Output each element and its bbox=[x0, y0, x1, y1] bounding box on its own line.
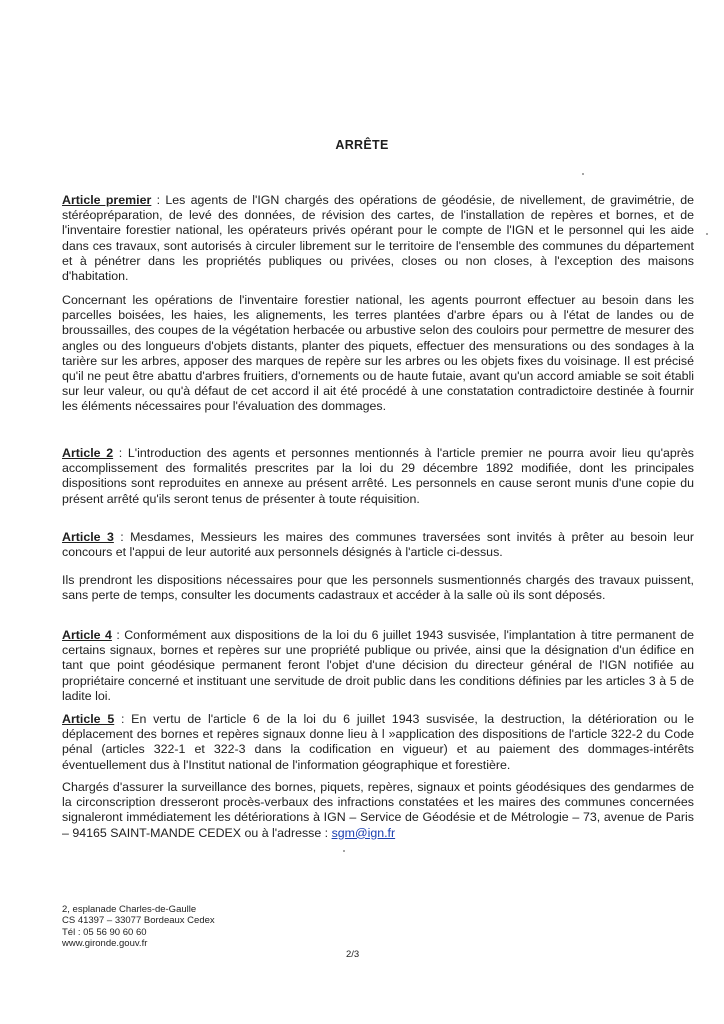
footer-line: 2, esplanade Charles-de-Gaulle bbox=[62, 904, 197, 915]
footer-line: CS 41397 – 33077 Bordeaux Cedex bbox=[62, 915, 215, 927]
article-text: : L'introduction des agents et personnes mentionnés à l'article premier ne pourra avoir lieu qu'après accomplissement des formalités prescrites par la loi du 29 décembre 1892 modifiée, dont les principales dispositions sont reproduites en annexe au présent arrêté. Les personnels en cause seront munis d'une copie du présent arrêté qu'ils seront tenus de présenter à toute réquisition. bbox=[62, 446, 694, 506]
article-5-paragraph-2 bbox=[62, 780, 694, 841]
article-label: Article 5 bbox=[62, 712, 115, 726]
footer-line: Tél : 05 56 90 60 60 bbox=[62, 926, 147, 938]
scan-speck bbox=[582, 173, 584, 175]
page-number: 2/3 bbox=[346, 949, 360, 960]
article-5 bbox=[62, 712, 694, 773]
article-label: Article 3 bbox=[62, 530, 114, 544]
footer-website: www.gironde.gouv.fr bbox=[62, 938, 148, 950]
article-label: Article premier bbox=[62, 193, 152, 207]
article-text: Chargés d'assurer la surveillance des bornes, piquets, repères, signaux et points géodésiques des gendarmes de la circonscription dresseront procès-verbaux des infractions constatées et les maires des communes concernées signaleront immédiatement les détériorations à IGN – Service de Géodésie et de Métrologie – 73, avenue de Paris – 94165 SAINT-MANDE CEDEX ou à l'adresse : bbox=[62, 780, 694, 840]
article-3 bbox=[62, 530, 694, 560]
scan-speck bbox=[706, 233, 708, 235]
article-text: : En vertu de l'article 6 de la loi du 6 juillet 1943 susvisée, la destruction, la détérioration ou le déplacement des bornes et repères signaux donne lieu à l »application des dispositions de l'article 322-2 du Code pénal (articles 322-1 et 322-3 dans la codification en vigueur) et au paiement des dommages-intérêts éventuellement dus à l'Institut national de l'information géographique et forestière. bbox=[62, 712, 694, 772]
email-link[interactable]: sgm@ign.fr bbox=[331, 825, 396, 840]
article-premier-paragraph-2: Concernant les opérations de l'inventaire forestier national, les agents pourront effectuer au besoin dans les parcelles boisées, les haies, les alignements, les terres plantées d'arbre épars ou à l'état de landes ou de broussailles, des coupes de la végétation herbacée ou arbustive selon des couloirs pour permettre de mesurer des angles ou des longueurs d'objets distants, planter des piquets, effectuer des mensurations ou des sondages à la tarière sur les arbres, apposer des marques de repère sur les arbres ou les objets fixes du voisinage. Il est précisé qu'il ne peut être abattu d'arbres fruitiers, d'ornements ou de haute futaie, avant qu'un accord amiable se soit établi sur leur valeur, ou qu'à défaut de cet accord il ait été procédé à une constatation contradictoire destinée à fournir les éléments nécessaires pour l'évaluation des dommages. bbox=[62, 293, 694, 414]
article-4 bbox=[62, 628, 694, 704]
article-label: Article 4 bbox=[62, 628, 112, 642]
scan-speck bbox=[343, 850, 345, 852]
page-title: ARRÊTE bbox=[335, 138, 389, 152]
article-text: : Les agents de l'IGN chargés des opérations de géodésie, de nivellement, de gravimétrie, de stéréopréparation, de levé des données, de révision des cartes, de l'installation de repères et bornes, et de l'inventaire forestier national, les opérateurs privés opérant pour le compte de l'IGN et le personnel qui les aide dans ces travaux, sont autorisés à circuler librement sur le territoire de l'ensemble des communes du département et à pénétrer dans les propriétés publiques ou privées, closes ou non closes, à l'exception des maisons d'habitation. bbox=[62, 193, 694, 284]
article-label: Article 2 bbox=[62, 446, 114, 460]
article-3-paragraph-2: Ils prendront les dispositions nécessaires pour que les personnels susmentionnés chargés des travaux puissent, sans perte de temps, consulter les documents cadastraux et accéder à la salle où ils sont déposés. bbox=[62, 573, 694, 603]
article-2 bbox=[62, 446, 694, 507]
article-text: : Conformément aux dispositions de la loi du 6 juillet 1943 susvisée, l'implantation à titre permanent de certains signaux, bornes et repères sur une propriété publique ou privée, ainsi que la désignation d'un édifice en tant que point géodésique permanent feront l'objet d'une décision du directeur général de l'IGN notifiée au propriétaire concerné et instituant une servitude de droit public dans les conditions définies par les articles 3 à 5 de ladite loi. bbox=[62, 628, 694, 703]
article-premier bbox=[62, 193, 694, 284]
footer-address bbox=[62, 904, 215, 950]
article-text: : Mesdames, Messieurs les maires des communes traversées sont invités à prêter au besoin leur concours et l'appui de leur autorité aux personnels désignés à l'article ci-dessus. bbox=[62, 530, 694, 560]
